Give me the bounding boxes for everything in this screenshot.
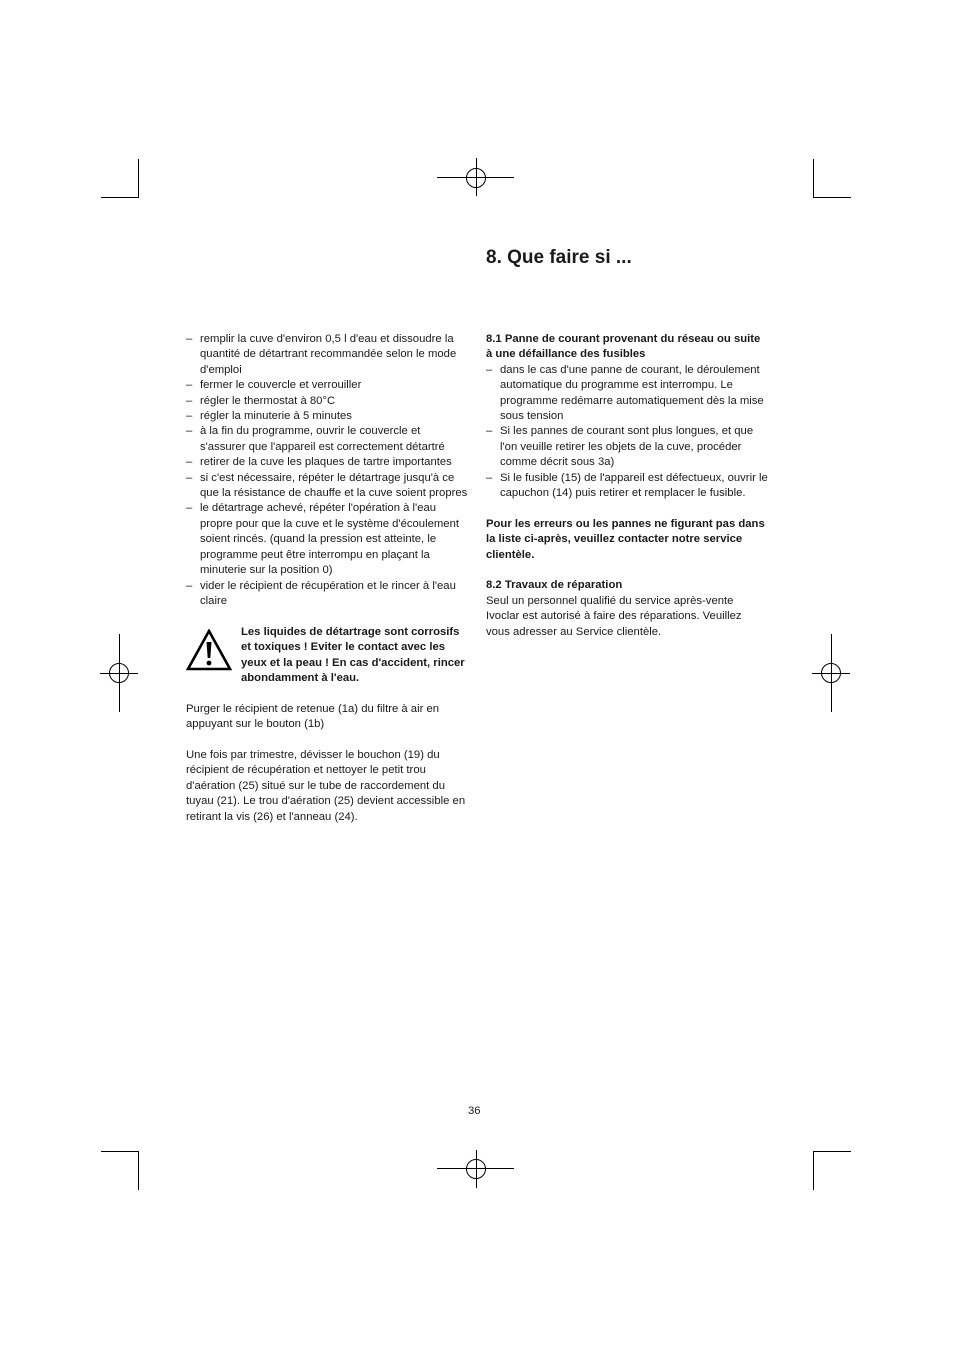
warning-text: Les liquides de détartrage sont corrosifs et toxiques ! Eviter le contact avec les yeux et la peau ! En cas d'accident, rincer abondamment à l'eau. [241,625,465,684]
right-column [486,332,768,640]
list-item: – régler le thermostat à 80°C [186,394,468,409]
list-item: – le détartrage achevé, répéter l'opération à l'eau propre pour que la cuve et le système d'écoulement soient rincés. (quand la pression est atteinte, le programme peut être interrompu en plaçant la minuterie sur la position 0) [186,501,468,578]
list-item: – à la fin du programme, ouvrir le couvercle et s'assurer que l'appareil est correctement détartré [186,424,468,455]
warning-triangle-icon [186,629,232,671]
list-item: – remplir la cuve d'environ 0,5 l d'eau et dissoudre la quantité de détartrant recommandée selon le mode d'emploi [186,332,468,378]
maintenance-paragraph: Une fois par trimestre, dévisser le bouchon (19) du récipient de récupération et nettoyer le petit trou d'aération (25) situé sur le tube de raccordement du tuyau (21). Le trou d'aération (25) devient accessible en retirant la vis (26) et l'anneau (24). [186,748,466,823]
repair-paragraph: Seul un personnel qualifié du service après-vente Ivoclar est autorisé à faire des réparations. Veuillez vous adresser au Service clientèle. [486,594,742,638]
purge-paragraph: Purger le récipient de retenue (1a) du filtre à air en appuyant sur le bouton (1b) [186,702,440,731]
page-number: 36 [468,1105,481,1117]
list-item: – retirer de la cuve les plaques de tartre importantes [186,455,468,470]
list-item: – si c'est nécessaire, répéter le détartrage jusqu'à ce que la résistance de chauffe et la cuve soient propres [186,471,468,502]
power-failure-list [486,363,768,502]
service-notice: Pour les erreurs ou les pannes ne figurant pas dans la liste ci-après, veuillez contacter notre service clientèle. [486,517,765,561]
descaling-steps-list [186,332,468,609]
left-column [186,332,468,825]
list-item: – fermer le couvercle et verrouiller [186,378,468,393]
section-heading-8-1: 8.1 Panne de courant provenant du réseau ou suite à une défaillance des fusibles [486,333,761,361]
list-item: – dans le cas d'une panne de courant, le déroulement automatique du programme est interrompu. Le programme redémarre automatiquement dès la mise sous tension [486,363,768,425]
list-item: – Si les pannes de courant sont plus longues, et que l'on veuille retirer les objets de la cuve, procéder comme décrit sous 3a) [486,424,768,470]
list-item: – Si le fusible (15) de l'appareil est défectueux, ouvrir le capuchon (14) puis retirer et remplacer le fusible. [486,471,768,502]
list-item: – régler la minuterie à 5 minutes [186,409,468,424]
section-heading-8-2: 8.2 Travaux de réparation [486,579,623,592]
list-item: – vider le récipient de récupération et le rincer à l'eau claire [186,579,468,610]
warning-block [186,625,468,687]
page-title: 8. Que faire si ... [486,247,632,268]
